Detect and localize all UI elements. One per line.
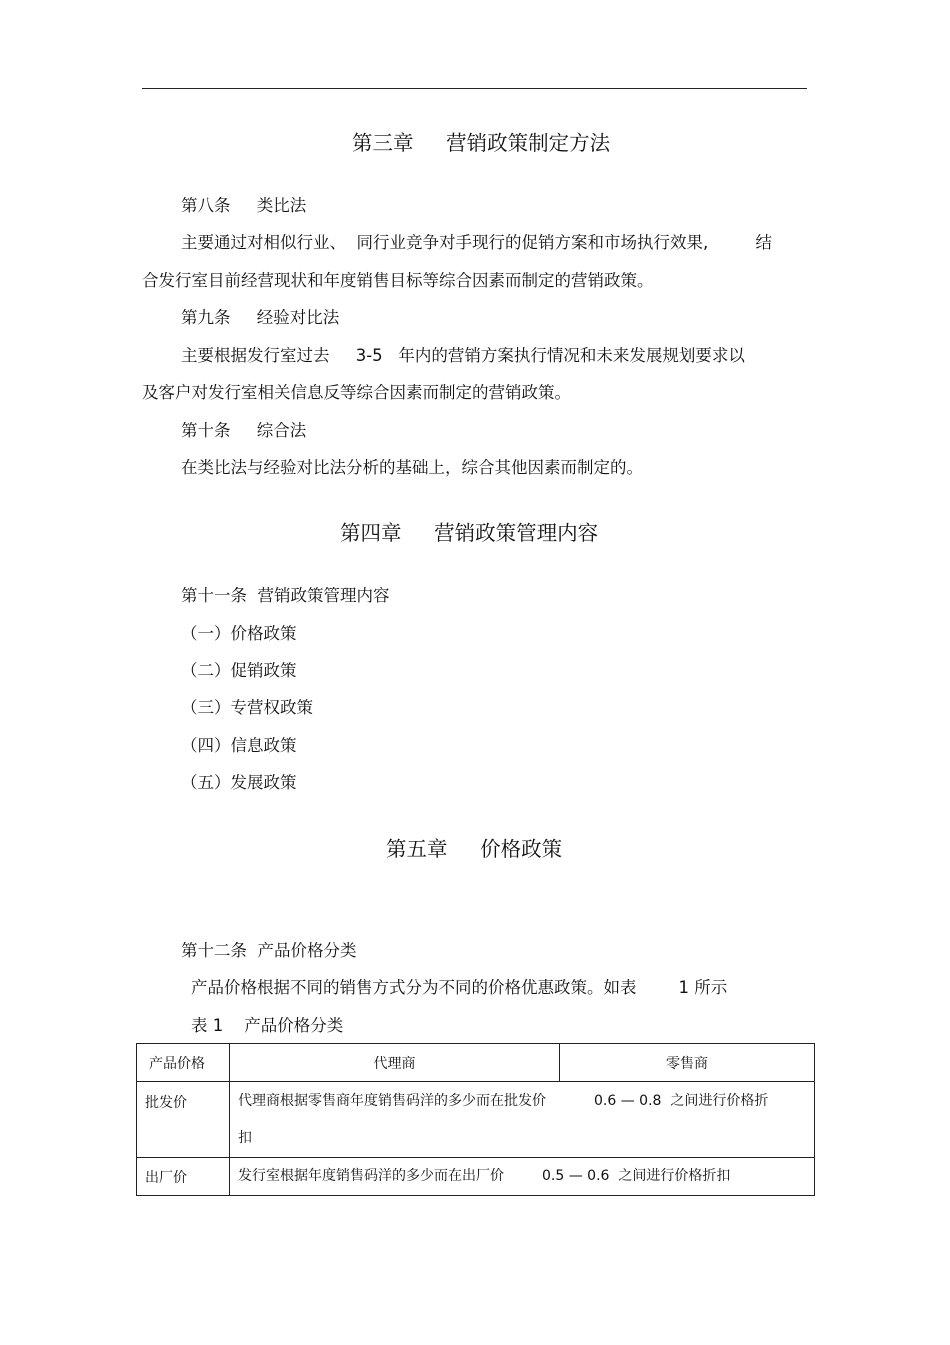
table-header-row	[137, 1044, 815, 1082]
discount-range: 0.5 — 0.6	[542, 1168, 610, 1184]
chapter-5-title: 第五章 价格政策	[386, 837, 563, 861]
desc-text: 代理商根据零售商年度销售码洋的多少而在批发价	[238, 1092, 546, 1109]
row-label-wholesale: 批发价	[137, 1082, 230, 1158]
chapter-3-title: 第三章 营销政策制定方法	[352, 131, 611, 155]
list-item: （五）发展政策	[181, 773, 297, 792]
desc-text: 发行室根据年度销售码洋的多少而在出厂价	[238, 1168, 504, 1184]
list-item: （一）价格政策	[181, 624, 297, 643]
row-label-factory: 出厂价	[137, 1158, 230, 1196]
column-header-agent: 代理商	[230, 1044, 560, 1082]
article-9-heading: 第九条 经验对比法	[181, 308, 340, 327]
list-item: （四）信息政策	[181, 736, 297, 755]
discount-range: 0.6 — 0.8	[594, 1092, 662, 1109]
article-8-text-line-1: 主要通过对相似行业、 同行业竞争对手现行的促销方案和市场执行效果, 结	[181, 233, 772, 252]
row-desc-wholesale	[230, 1082, 815, 1158]
article-8-heading: 第八条 类比法	[181, 196, 307, 215]
table-row	[137, 1082, 815, 1158]
desc-text: 扣	[238, 1129, 252, 1146]
article-11-heading: 第十一条 营销政策管理内容	[181, 586, 390, 605]
table-row	[137, 1158, 815, 1196]
desc-text: 之间进行价格折扣	[618, 1168, 731, 1184]
desc-text: 之间进行价格折	[670, 1092, 769, 1109]
chapter-4-title: 第四章 营销政策管理内容	[340, 521, 599, 545]
list-item: （三）专营权政策	[181, 698, 313, 717]
article-12-heading: 第十二条 产品价格分类	[181, 941, 357, 960]
header-rule	[142, 88, 807, 89]
article-12-text: 产品价格根据不同的销售方式分为不同的价格优惠政策。如表 1 所示	[191, 978, 728, 997]
table-caption: 表 1 产品价格分类	[191, 1016, 344, 1035]
article-9-text-line-2: 及客户对发行室相关信息反等综合因素而制定的营销政策。	[142, 383, 571, 402]
price-table	[136, 1043, 815, 1196]
article-10-text: 在类比法与经验对比法分析的基础上，综合其他因素而制定的。	[181, 458, 643, 477]
column-header-retailer: 零售商	[560, 1044, 815, 1082]
article-8-text-line-2: 合发行室目前经营现状和年度销售目标等综合因素而制定的营销政策。	[142, 271, 654, 290]
column-header-product-price: 产品价格	[137, 1044, 230, 1082]
article-9-text-line-1: 主要根据发行室过去 3-5 年内的营销方案执行情况和未来发展规划要求以	[181, 346, 745, 365]
list-item: （二）促销政策	[181, 661, 297, 680]
article-10-heading: 第十条 综合法	[181, 421, 307, 440]
row-desc-factory	[230, 1158, 815, 1196]
